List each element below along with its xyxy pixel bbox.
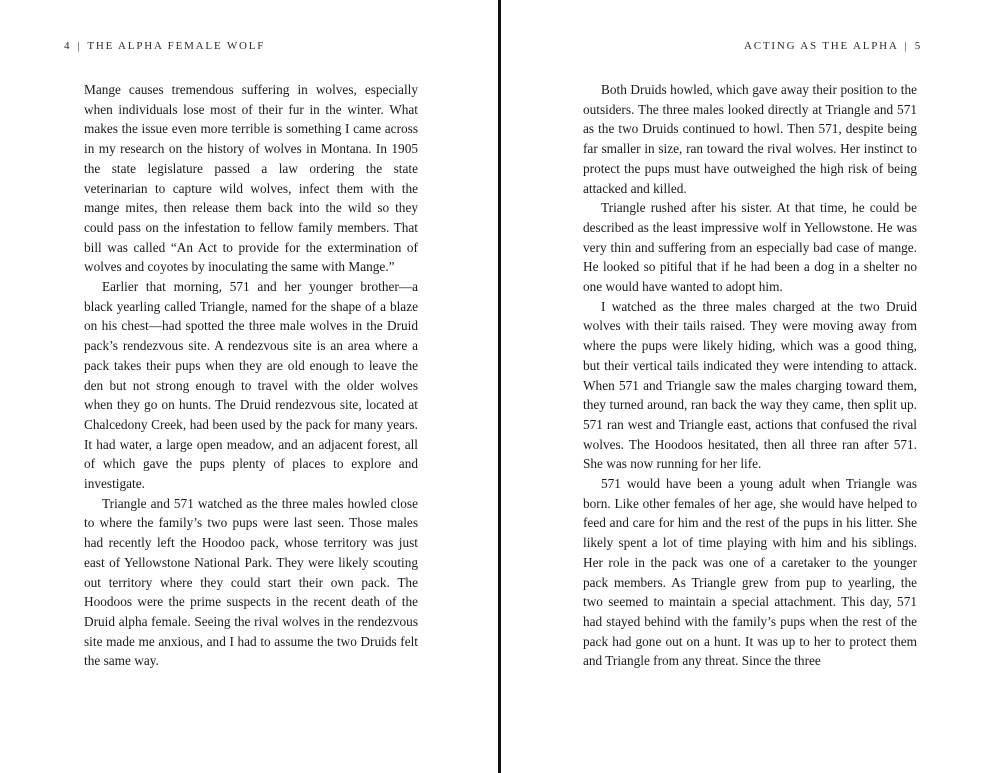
running-head-separator: | <box>77 40 82 52</box>
running-head-separator: | <box>904 40 909 52</box>
paragraph: Both Druids howled, which gave away their position to the outsiders. The three males looked directly at Triangle and 571 as the two Druids continued to howl. Then 571, despite being far smaller in size, ran toward the rival wolves. Her instinct to protect the pups must have outweighed the high risk of being attacked and killed. <box>583 82 917 196</box>
paragraph: 571 would have been a young adult when Triangle was born. Like other females of her age, she would have helped to feed and care for him and the rest of the pups in his litter. She likely spent a lot of time playing with him and his siblings. Her role in the pack was one of a caretaker to the younger pack members. As Triangle grew from pup to yearling, the two seemed to maintain a special attachment. This day, 571 had stayed behind with the family’s pups when the rest of the pack had gone out on a hunt. It was up to her to protect them and Triangle from any threat. Since the three <box>583 476 917 669</box>
right-page-number: 5 <box>914 40 922 52</box>
left-page <box>0 0 498 773</box>
paragraph: Mange causes tremendous suffering in wolves, especially when individuals lose most of their fur in the winter. What makes the issue even more terrible is something I came across in my research on the history of wolves in Montana. In 1905 the state legislature passed a law ordering the state veterinarian to capture wild wolves, infect them with the mange mites, then release them back into the wild so they could pass on the infestation to fellow family members. That bill was called “An Act to provide for the extermination of wolves and coyotes by inoculating the same with Mange.” <box>84 82 418 275</box>
left-page-number: 4 <box>64 40 72 52</box>
right-body-text <box>583 80 917 671</box>
book-gutter <box>498 0 501 773</box>
left-running-head-title: THE ALPHA FEMALE WOLF <box>87 40 266 52</box>
paragraph: Earlier that morning, 571 and her younger brother—a black yearling called Triangle, named for the shape of a blaze on his chest—had spotted the three male wolves in the Druid pack’s rendezvous site. A rendezvous site is an area where a pack takes their pups when they are old enough to leave the den but not strong enough to travel with the older wolves when they go on hunts. The Druid rendezvous site, located at Chalcedony Creek, had been used by the pack for many years. It had water, a large open meadow, and an adjacent forest, all of which gave the pups plenty of places to explore and investigate. <box>84 279 418 492</box>
left-running-head <box>64 40 265 52</box>
right-running-head <box>744 40 922 52</box>
paragraph: I watched as the three males charged at the two Druid wolves with their tails raised. They were moving away from where the pups were likely hiding, which was a good thing, but their vertical tails indicated they were intending to attack. When 571 and Triangle saw the males charging toward them, they turned around, ran back the way they came, then split up. 571 ran west and Triangle east, actions that confused the rival wolves. The Hoodoos hesitated, then all three ran after 571. She was now running for her life. <box>583 298 917 472</box>
paragraph: Triangle rushed after his sister. At that time, he could be described as the least impressive wolf in Yellowstone. He was very thin and suffering from an especially bad case of mange. He looked so pitiful that if he had been a dog in a shelter no one would have wanted to adopt him. <box>583 200 917 295</box>
left-body-text <box>84 80 418 671</box>
right-running-head-title: ACTING AS THE ALPHA <box>743 40 899 52</box>
paragraph: Triangle and 571 watched as the three males howled close to where the family’s two pups were last seen. Those males had recently left the Hoodoo pack, whose territory was just east of Yellowstone National Park. They were likely scouting out territory where they could start their own pack. The Hoodoos were the prime suspects in the recent death of the Druid alpha female. Seeing the rival wolves in the rendezvous site made me anxious, and I had to assume the two Druids felt the same way. <box>84 495 418 669</box>
right-page <box>502 0 1000 773</box>
